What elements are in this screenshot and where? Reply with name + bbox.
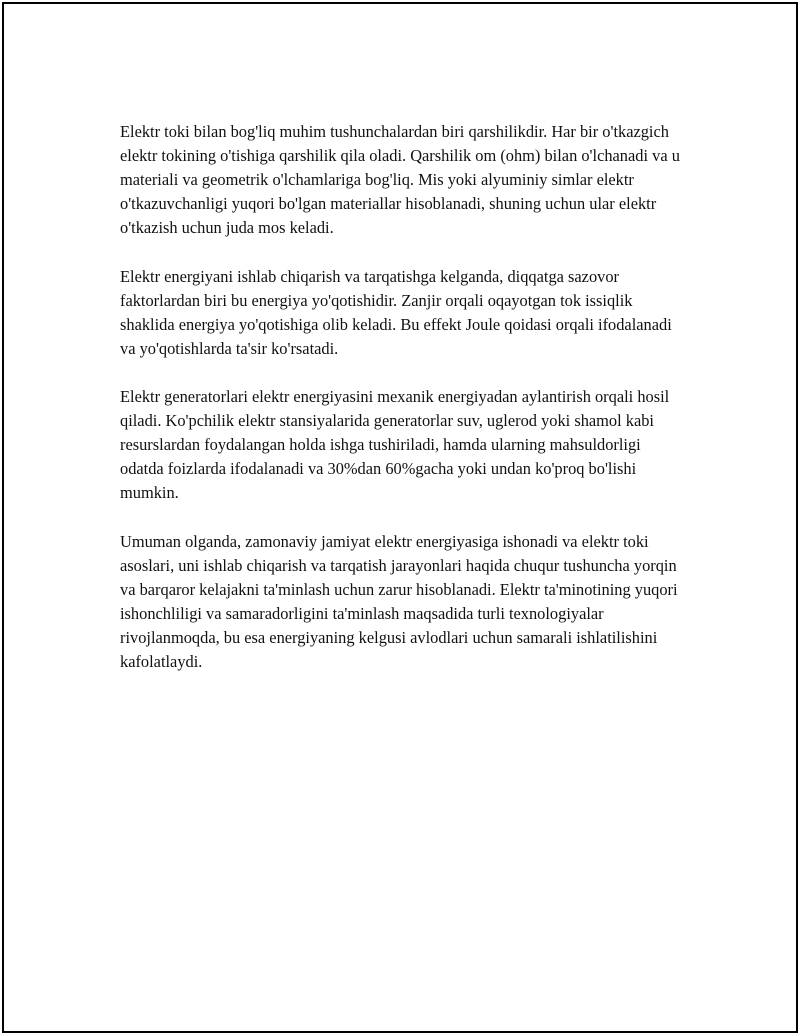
page-frame	[2, 2, 798, 1033]
document-body	[120, 120, 686, 698]
paragraph-generators: Elektr generatorlari elektr energiyasini mexanik energiyadan aylantirish orqali hosil qiladi. Ko'pchilik elektr stansiyalarida generatorlar suv, uglerod yoki shamol kabi resurslardan foydalangan holda ishga tushiriladi, hamda ularning mahsuldorligi odatda foizlarda ifodalanadi va 30%dan 60%gacha yoki undan ko'proq bo'lishi mumkin.	[120, 387, 670, 503]
paragraph-energy-loss: Elektr energiyani ishlab chiqarish va tarqatishga kelganda, diqqatga sazovor faktorlardan biri bu energiya yo'qotishidir. Zanjir orqali oqayotgan tok issiqlik shaklida energiya yo'qotishiga olib keladi. Bu effekt Joule qoidasi orqali ifodalanadi va yo'qotishlarda ta'sir ko'rsatadi.	[120, 266, 672, 358]
paragraph-conclusion: Umuman olganda, zamonaviy jamiyat elektr energiyasiga ishonadi va elektr toki asoslari, uni ishlab chiqarish va tarqatish jarayonlari haqida chuqur tushuncha yorqin va barqaror kelajakni ta'minlash uchun zarur hisoblanadi. Elektr ta'minotining yuqori ishonchliligi va samaradorligini ta'minlash maqsadida turli texnologiyalar rivojlanmoqda, bu esa energiyaning kelgusi avlodlari uchun samarali ishlatilishini kafolatlaydi.	[120, 531, 678, 672]
paragraph-resistance: Elektr toki bilan bog'liq muhim tushunchalardan biri qarshilikdir. Har bir o'tkazgich elektr tokining o'tishiga qarshilik qila oladi. Qarshilik om (ohm) bilan o'lchanadi va u materiali va geometrik o'lchamlariga bog'liq. Mis yoki alyuminiy simlar elektr o'tkazuvchanligi yuqori bo'lgan materiallar hisoblanadi, shuning uchun ular elektr o'tkazish uchun juda mos keladi.	[120, 122, 680, 238]
